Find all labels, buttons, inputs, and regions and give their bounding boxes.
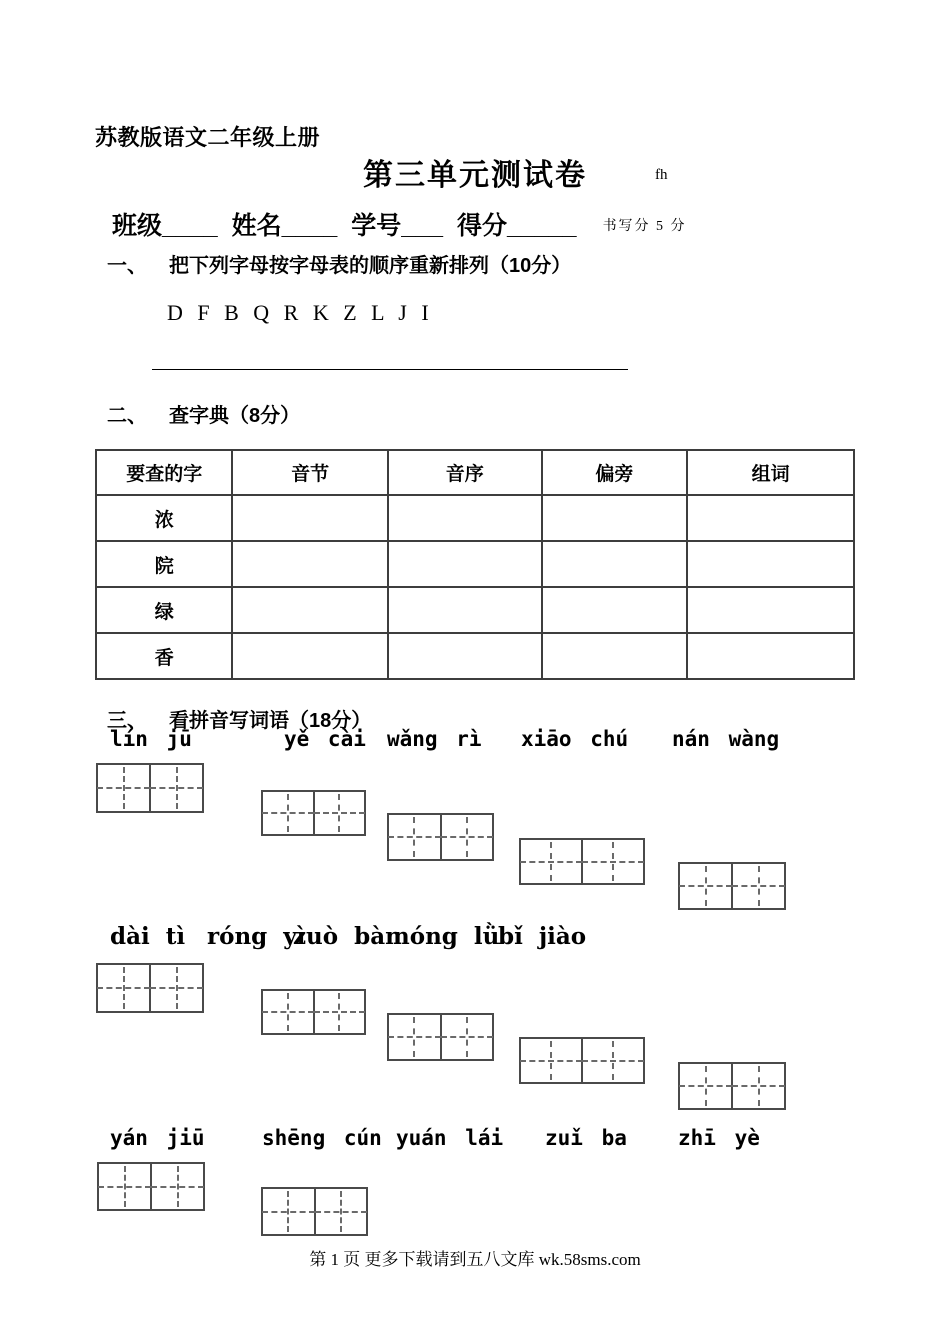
title-side-note: fh — [655, 167, 668, 183]
table-empty-cell — [542, 587, 688, 633]
table-empty-cell — [542, 495, 688, 541]
letter-sequence: D F B Q R K Z L J I — [167, 300, 429, 325]
score-field — [457, 212, 577, 240]
writing-grid — [519, 838, 645, 885]
writing-grid — [96, 763, 204, 813]
name-field — [232, 212, 338, 240]
pinyin-word: nóng lǜ — [393, 923, 500, 950]
student-info-line — [112, 206, 687, 242]
tianzige-cell — [316, 1189, 367, 1234]
tianzige-cell — [680, 864, 733, 908]
edition-header: 苏教版语文二年级上册 — [95, 125, 321, 150]
pinyin-word: zuò bàn — [293, 923, 402, 950]
pinyin-word: nán wàng — [672, 727, 780, 751]
table-empty-cell — [542, 541, 688, 587]
tianzige-cell — [442, 815, 493, 859]
tianzige-cell — [315, 991, 365, 1033]
section-two-number: 二、 — [107, 405, 147, 427]
table-empty-cell — [542, 633, 688, 679]
writing-grid — [387, 1013, 494, 1061]
page-title: 第三单元测试卷 — [363, 159, 587, 192]
lookup-character: 浓 — [96, 495, 232, 541]
header-initial: 音序 — [388, 450, 542, 495]
section-one-heading — [107, 249, 571, 278]
header-word: 组词 — [687, 450, 854, 495]
tianzige-cell — [583, 840, 643, 883]
lookup-character: 香 — [96, 633, 232, 679]
student-id-label: 学号 — [351, 212, 402, 240]
student-id-blank: ___ — [401, 212, 444, 240]
writing-grid — [519, 1037, 645, 1084]
table-empty-cell — [388, 541, 542, 587]
table-row — [96, 587, 854, 633]
table-empty-cell — [388, 495, 542, 541]
tianzige-cell — [389, 1015, 442, 1059]
writing-grid — [261, 1187, 368, 1236]
table-empty-cell — [388, 633, 542, 679]
table-empty-cell — [232, 495, 387, 541]
section-two-title: 查字典（8分） — [169, 405, 301, 427]
handwriting-score-note: 书写分 5 分 — [602, 219, 687, 234]
name-label: 姓名 — [231, 212, 282, 240]
score-blank: _____ — [507, 212, 577, 240]
section-one-title: 把下列字母按字母表的顺序重新排列（10分） — [169, 255, 572, 277]
writing-grid — [261, 989, 366, 1035]
tianzige-cell — [389, 815, 442, 859]
page-footer: 第 1 页 更多下载请到五八文库 wk.58sms.com — [309, 1250, 641, 1269]
pinyin-word: wǎng rì — [387, 727, 482, 751]
class-blank: ____ — [162, 212, 218, 240]
tianzige-cell — [263, 1189, 316, 1234]
tianzige-cell — [98, 765, 151, 811]
tianzige-cell — [152, 1164, 203, 1209]
header-syllable: 音节 — [232, 450, 387, 495]
tianzige-cell — [521, 1039, 583, 1082]
tianzige-cell — [680, 1064, 733, 1108]
writing-grid — [261, 790, 366, 836]
section-three-title: 看拼音写词语（18分） — [169, 710, 372, 732]
pinyin-word: zuǐ ba — [545, 1126, 627, 1150]
answer-line — [152, 369, 628, 370]
score-label: 得分 — [457, 212, 508, 240]
table-empty-cell — [687, 495, 854, 541]
header-character: 要查的字 — [96, 450, 232, 495]
lookup-character: 绿 — [96, 587, 232, 633]
class-label: 班级 — [112, 212, 163, 240]
pinyin-word: zhī yè — [678, 1126, 760, 1150]
table-empty-cell — [687, 541, 854, 587]
section-one-number: 一、 — [107, 255, 147, 277]
table-header-row — [96, 450, 854, 495]
table-empty-cell — [232, 587, 387, 633]
student-id-field — [351, 212, 443, 240]
writing-grid — [678, 862, 786, 910]
tianzige-cell — [263, 792, 315, 834]
tianzige-cell — [442, 1015, 493, 1059]
table-row — [96, 495, 854, 541]
section-two-heading — [107, 399, 300, 428]
pinyin-word: shēng cún — [262, 1126, 382, 1150]
tianzige-cell — [521, 840, 583, 883]
pinyin-word: yě cài — [284, 727, 366, 751]
name-blank: ____ — [281, 212, 338, 240]
table-row — [96, 633, 854, 679]
writing-grid — [678, 1062, 786, 1110]
class-field — [112, 212, 218, 240]
lookup-character: 院 — [96, 541, 232, 587]
header-radical: 偏旁 — [542, 450, 688, 495]
pinyin-word: dài tì — [110, 923, 186, 950]
pinyin-word: bǐ jiào — [498, 923, 587, 950]
table-empty-cell — [388, 587, 542, 633]
section-three-number: 三、 — [107, 710, 147, 732]
writing-grid — [96, 963, 204, 1013]
tianzige-cell — [151, 965, 202, 1011]
writing-grid — [97, 1162, 205, 1211]
tianzige-cell — [151, 765, 202, 811]
table-empty-cell — [232, 633, 387, 679]
table-empty-cell — [687, 633, 854, 679]
dictionary-lookup-table — [95, 449, 855, 680]
tianzige-cell — [98, 965, 151, 1011]
tianzige-cell — [733, 864, 784, 908]
pinyin-word: yán jiū — [110, 1126, 205, 1150]
pinyin-word: yuán lái — [396, 1126, 504, 1150]
table-empty-cell — [687, 587, 854, 633]
pinyin-word: róng yì — [207, 923, 306, 950]
table-row — [96, 541, 854, 587]
writing-grid — [387, 813, 494, 861]
table-empty-cell — [232, 541, 387, 587]
pinyin-word: lín jū — [110, 727, 192, 751]
tianzige-cell — [99, 1164, 152, 1209]
tianzige-cell — [263, 991, 315, 1033]
pinyin-word: xiāo chú — [521, 727, 629, 751]
tianzige-cell — [583, 1039, 643, 1082]
tianzige-cell — [733, 1064, 784, 1108]
tianzige-cell — [315, 792, 365, 834]
